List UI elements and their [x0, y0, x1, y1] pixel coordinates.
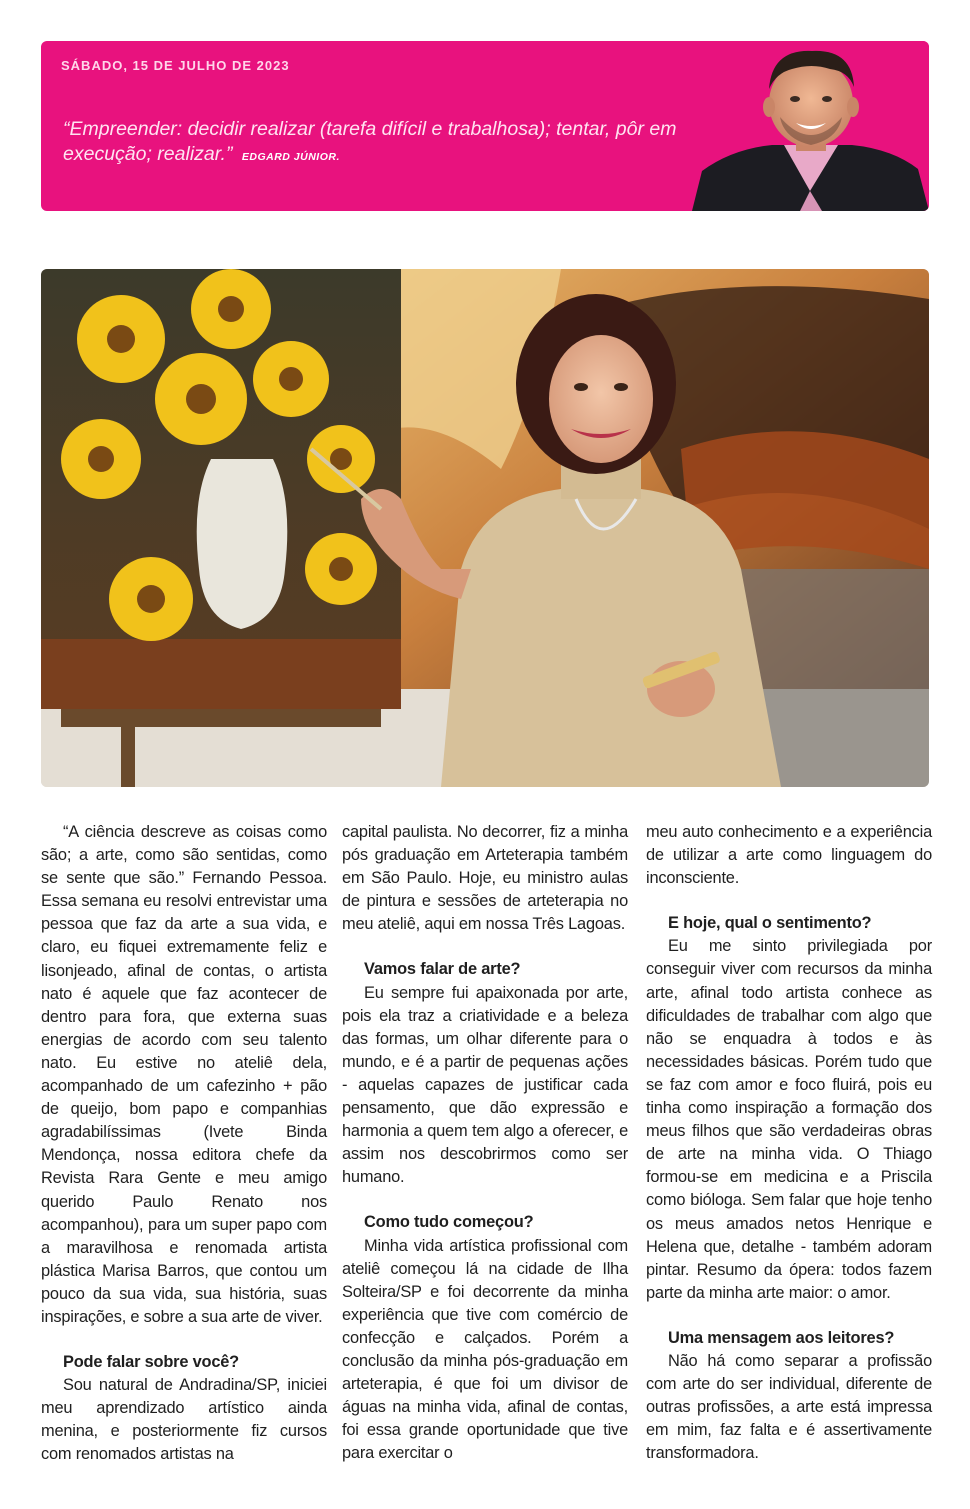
interview-answer-continued: capital paulista. No decorrer, fiz a minha pós graduação em Arteterapia também em São Paulo. Hoje, eu ministro aulas de pintura e sessões de arteterapia no meu ateliê, aqui em nossa Três Lagoas.	[342, 823, 628, 934]
article-intro: “A ciência descreve as coisas como são; a arte, como são sentidas, como se sente que são.” Fernando Pessoa. Essa semana eu resolvi entrevistar uma pessoa que faz da arte a sua vida, e claro, eu fiquei extremamente feliz e lisonjeado, afinal de contas, o artista nato é aquele que faz acontecer de dentro para fora, que externa suas energias de acordo com seu talento nato. Eu estive no ateliê dela, acompanhado de um cafezinho + pão de queijo, bom papo e companhias agradabilíssimas (Ivete Binda Mendonça, nossa editora chefe da Revista Rara Gente e meu amigo querido Paulo Renato nos acompanhou), para um super papo com a maravilhosa e renomada artista plástica Marisa Barros, que contou um pouco da sua vida, sua história, suas inspirações, e sobre a sua arte de viver.	[41, 823, 327, 1326]
quote-text: “Empreender: decidir realizar (tarefa difícil e trabalhosa); tentar, pôr em execução; realizar.”	[63, 118, 677, 165]
interview-answer: Minha vida artística profissional com ateliê começou lá na cidade de Ilha Solteira/SP e foi decorrente da minha experiência que tive com comércio de confecção e calçados. Porém a conclusão da minha pós-graduação em arteterapia, é que foi um divisor de águas na minha vida, afinal de contas, foi essa grande oportunidade que tive para exercitar o	[342, 1236, 628, 1463]
artist-photo	[41, 269, 929, 787]
article-column-1	[41, 821, 327, 1467]
interview-question: Uma mensagem aos leitores?	[668, 1328, 895, 1347]
header-banner	[41, 41, 929, 211]
interview-question: Pode falar sobre você?	[63, 1353, 239, 1372]
interview-answer: Sou natural de Andradina/SP, iniciei meu aprendizado artístico ainda menina, e posteriormente fiz cursos com renomados artistas na	[41, 1376, 327, 1464]
interview-question: Como tudo começou?	[364, 1213, 534, 1232]
columnist-photo-icon	[692, 41, 929, 211]
interview-answer: Não há como separar a profissão com arte do ser individual, diferente de outras profissões, a arte está impressa em mim, faz falta e é assertivamente transformadora.	[646, 1351, 932, 1463]
artist-with-painting-image	[41, 269, 929, 787]
article-column-3	[646, 821, 932, 1465]
columnist-portrait	[692, 41, 929, 211]
epigraph-quote	[63, 117, 683, 170]
interview-answer: Eu me sinto privilegiada por conseguir viver com recursos da minha arte, afinal todo artista conhece as dificuldades de trabalhar com algo que não se enquadra à todos e às necessidades básicas. Porém tudo que se faz com amor e foco fluirá, pois eu tinha como inspiração a formação dos meus filhos que são verdadeiras obras de arte na minha vida. O Thiago formou-se em medicina e a Priscila como bióloga. Sem falar que hoje tenho os meus amados netos Henrique e Helena que, detalhe - também adoram pintar. Resumo da ópera: todos fazem parte da minha arte maior: o amor.	[646, 937, 932, 1302]
interview-question: E hoje, qual o sentimento?	[668, 914, 872, 933]
quote-author: EDGARD JÚNIOR.	[241, 151, 340, 163]
interview-answer-continued: meu auto conhecimento e a experiência de utilizar a arte como linguagem do inconsciente.	[646, 823, 932, 888]
interview-question: Vamos falar de arte?	[364, 960, 521, 979]
publication-date: SÁBADO, 15 DE JULHO DE 2023	[61, 58, 290, 73]
article-column-2	[342, 821, 628, 1465]
interview-answer: Eu sempre fui apaixonada por arte, pois ela traz a criatividade e a beleza das formas, um olhar diferente para o mundo, e é a partir de pequenas ações - aquelas capazes de justificar cada pensamento, que dão expressão e harmonia a quem tem algo a oferecer, e assim nos descobrirmos como ser humano.	[342, 983, 628, 1187]
